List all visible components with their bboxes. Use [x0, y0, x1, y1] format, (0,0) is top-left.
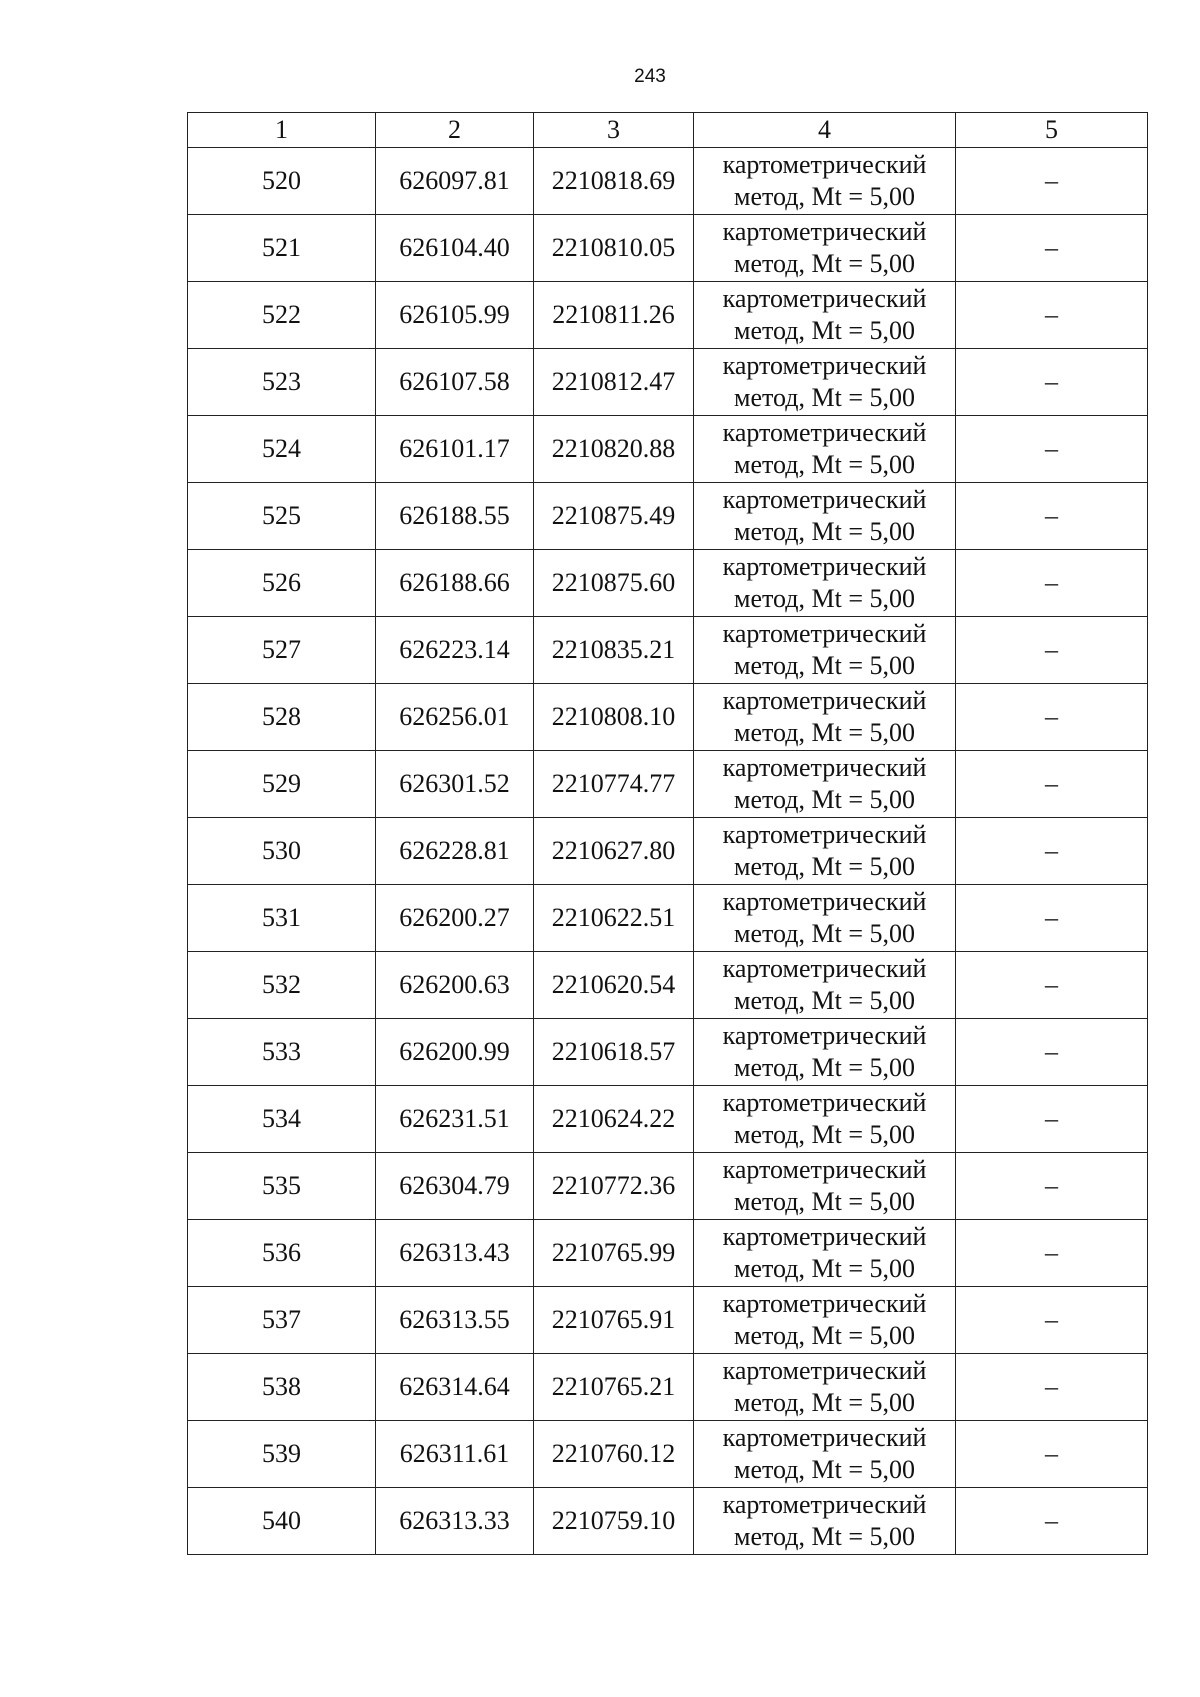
- method-line-2: метод, Mt = 5,00: [734, 182, 915, 211]
- table-row: [188, 1421, 1148, 1488]
- table-row: [188, 550, 1148, 617]
- point-number-cell: 529: [188, 751, 376, 818]
- note-cell: –: [956, 148, 1148, 215]
- y-coordinate-cell: 2210627.80: [534, 818, 694, 885]
- method-line-1: картометрический: [722, 954, 927, 983]
- point-number-cell: 537: [188, 1287, 376, 1354]
- table-row: [188, 885, 1148, 952]
- table-row: [188, 684, 1148, 751]
- y-coordinate-cell: 2210808.10: [534, 684, 694, 751]
- y-coordinate-cell: 2210618.57: [534, 1019, 694, 1086]
- method-cell: [694, 952, 956, 1019]
- table-row: [188, 215, 1148, 282]
- method-line-1: картометрический: [722, 485, 927, 514]
- method-cell: [694, 215, 956, 282]
- method-line-1: картометрический: [722, 1289, 927, 1318]
- method-line-2: метод, Mt = 5,00: [734, 651, 915, 680]
- y-coordinate-cell: 2210811.26: [534, 282, 694, 349]
- note-cell: –: [956, 349, 1148, 416]
- method-cell: [694, 416, 956, 483]
- x-coordinate-cell: 626097.81: [376, 148, 534, 215]
- method-line-1: картометрический: [722, 1356, 927, 1385]
- method-line-2: метод, Mt = 5,00: [734, 1254, 915, 1283]
- method-line-1: картометрический: [722, 887, 927, 916]
- x-coordinate-cell: 626107.58: [376, 349, 534, 416]
- method-line-2: метод, Mt = 5,00: [734, 919, 915, 948]
- note-cell: –: [956, 416, 1148, 483]
- header-col-1: 1: [188, 113, 376, 148]
- table-row: [188, 483, 1148, 550]
- method-line-1: картометрический: [722, 820, 927, 849]
- x-coordinate-cell: 626313.43: [376, 1220, 534, 1287]
- method-line-1: картометрический: [722, 619, 927, 648]
- table-row: [188, 1354, 1148, 1421]
- method-line-1: картометрический: [722, 351, 927, 380]
- method-cell: [694, 148, 956, 215]
- method-line-1: картометрический: [722, 1021, 927, 1050]
- point-number-cell: 535: [188, 1153, 376, 1220]
- method-line-1: картометрический: [722, 753, 927, 782]
- x-coordinate-cell: 626101.17: [376, 416, 534, 483]
- method-line-1: картометрический: [722, 150, 927, 179]
- point-number-cell: 532: [188, 952, 376, 1019]
- y-coordinate-cell: 2210759.10: [534, 1488, 694, 1555]
- point-number-cell: 523: [188, 349, 376, 416]
- y-coordinate-cell: 2210818.69: [534, 148, 694, 215]
- header-col-4: 4: [694, 113, 956, 148]
- y-coordinate-cell: 2210765.99: [534, 1220, 694, 1287]
- method-line-2: метод, Mt = 5,00: [734, 584, 915, 613]
- note-cell: –: [956, 215, 1148, 282]
- x-coordinate-cell: 626311.61: [376, 1421, 534, 1488]
- note-cell: –: [956, 684, 1148, 751]
- x-coordinate-cell: 626313.55: [376, 1287, 534, 1354]
- table-row: [188, 1086, 1148, 1153]
- table-row: [188, 1019, 1148, 1086]
- x-coordinate-cell: 626228.81: [376, 818, 534, 885]
- point-number-cell: 540: [188, 1488, 376, 1555]
- method-line-2: метод, Mt = 5,00: [734, 1455, 915, 1484]
- method-line-1: картометрический: [722, 284, 927, 313]
- coordinates-table: [187, 112, 1148, 1555]
- y-coordinate-cell: 2210760.12: [534, 1421, 694, 1488]
- note-cell: –: [956, 1488, 1148, 1555]
- method-line-2: метод, Mt = 5,00: [734, 450, 915, 479]
- note-cell: –: [956, 952, 1148, 1019]
- x-coordinate-cell: 626104.40: [376, 215, 534, 282]
- x-coordinate-cell: 626256.01: [376, 684, 534, 751]
- y-coordinate-cell: 2210620.54: [534, 952, 694, 1019]
- note-cell: –: [956, 818, 1148, 885]
- header-col-5: 5: [956, 113, 1148, 148]
- point-number-cell: 521: [188, 215, 376, 282]
- method-line-2: метод, Mt = 5,00: [734, 986, 915, 1015]
- y-coordinate-cell: 2210622.51: [534, 885, 694, 952]
- table-row: [188, 1488, 1148, 1555]
- method-line-1: картометрический: [722, 686, 927, 715]
- method-line-1: картометрический: [722, 1222, 927, 1251]
- method-line-2: метод, Mt = 5,00: [734, 1321, 915, 1350]
- method-cell: [694, 885, 956, 952]
- method-cell: [694, 550, 956, 617]
- method-line-2: метод, Mt = 5,00: [734, 1388, 915, 1417]
- table-row: [188, 818, 1148, 885]
- method-cell: [694, 1287, 956, 1354]
- note-cell: –: [956, 1421, 1148, 1488]
- header-col-2: 2: [376, 113, 534, 148]
- method-cell: [694, 1086, 956, 1153]
- y-coordinate-cell: 2210812.47: [534, 349, 694, 416]
- method-line-1: картометрический: [722, 1490, 927, 1519]
- method-cell: [694, 1019, 956, 1086]
- y-coordinate-cell: 2210875.60: [534, 550, 694, 617]
- x-coordinate-cell: 626304.79: [376, 1153, 534, 1220]
- table-row: [188, 349, 1148, 416]
- method-line-1: картометрический: [722, 1088, 927, 1117]
- note-cell: –: [956, 1086, 1148, 1153]
- method-cell: [694, 751, 956, 818]
- x-coordinate-cell: 626313.33: [376, 1488, 534, 1555]
- table-row: [188, 1287, 1148, 1354]
- point-number-cell: 530: [188, 818, 376, 885]
- note-cell: –: [956, 1153, 1148, 1220]
- method-line-2: метод, Mt = 5,00: [734, 718, 915, 747]
- header-row: [188, 113, 1148, 148]
- table-row: [188, 952, 1148, 1019]
- point-number-cell: 525: [188, 483, 376, 550]
- table-header: [188, 113, 1148, 148]
- note-cell: –: [956, 1354, 1148, 1421]
- method-line-1: картометрический: [722, 418, 927, 447]
- y-coordinate-cell: 2210774.77: [534, 751, 694, 818]
- x-coordinate-cell: 626188.66: [376, 550, 534, 617]
- y-coordinate-cell: 2210772.36: [534, 1153, 694, 1220]
- y-coordinate-cell: 2210765.21: [534, 1354, 694, 1421]
- table-row: [188, 617, 1148, 684]
- method-cell: [694, 617, 956, 684]
- y-coordinate-cell: 2210875.49: [534, 483, 694, 550]
- method-cell: [694, 349, 956, 416]
- x-coordinate-cell: 626200.27: [376, 885, 534, 952]
- note-cell: –: [956, 1019, 1148, 1086]
- method-line-2: метод, Mt = 5,00: [734, 383, 915, 412]
- method-line-2: метод, Mt = 5,00: [734, 249, 915, 278]
- note-cell: –: [956, 282, 1148, 349]
- method-cell: [694, 483, 956, 550]
- x-coordinate-cell: 626188.55: [376, 483, 534, 550]
- x-coordinate-cell: 626301.52: [376, 751, 534, 818]
- method-cell: [694, 1354, 956, 1421]
- point-number-cell: 531: [188, 885, 376, 952]
- method-line-1: картометрический: [722, 1155, 927, 1184]
- method-cell: [694, 1220, 956, 1287]
- method-cell: [694, 818, 956, 885]
- page-number: 243: [634, 66, 666, 87]
- x-coordinate-cell: 626223.14: [376, 617, 534, 684]
- method-line-2: метод, Mt = 5,00: [734, 1053, 915, 1082]
- x-coordinate-cell: 626314.64: [376, 1354, 534, 1421]
- x-coordinate-cell: 626200.99: [376, 1019, 534, 1086]
- note-cell: –: [956, 885, 1148, 952]
- method-line-2: метод, Mt = 5,00: [734, 316, 915, 345]
- point-number-cell: 538: [188, 1354, 376, 1421]
- note-cell: –: [956, 550, 1148, 617]
- method-line-2: метод, Mt = 5,00: [734, 852, 915, 881]
- point-number-cell: 522: [188, 282, 376, 349]
- table-row: [188, 1153, 1148, 1220]
- table-row: [188, 148, 1148, 215]
- method-cell: [694, 684, 956, 751]
- y-coordinate-cell: 2210810.05: [534, 215, 694, 282]
- note-cell: –: [956, 483, 1148, 550]
- table-row: [188, 751, 1148, 818]
- point-number-cell: 524: [188, 416, 376, 483]
- method-line-2: метод, Mt = 5,00: [734, 1522, 915, 1551]
- y-coordinate-cell: 2210624.22: [534, 1086, 694, 1153]
- point-number-cell: 536: [188, 1220, 376, 1287]
- method-line-2: метод, Mt = 5,00: [734, 1120, 915, 1149]
- note-cell: –: [956, 1287, 1148, 1354]
- point-number-cell: 528: [188, 684, 376, 751]
- note-cell: –: [956, 1220, 1148, 1287]
- method-line-1: картометрический: [722, 217, 927, 246]
- note-cell: –: [956, 617, 1148, 684]
- method-cell: [694, 1488, 956, 1555]
- point-number-cell: 526: [188, 550, 376, 617]
- y-coordinate-cell: 2210820.88: [534, 416, 694, 483]
- table-row: [188, 416, 1148, 483]
- method-cell: [694, 282, 956, 349]
- method-cell: [694, 1153, 956, 1220]
- method-line-2: метод, Mt = 5,00: [734, 517, 915, 546]
- x-coordinate-cell: 626231.51: [376, 1086, 534, 1153]
- point-number-cell: 533: [188, 1019, 376, 1086]
- point-number-cell: 527: [188, 617, 376, 684]
- method-line-2: метод, Mt = 5,00: [734, 1187, 915, 1216]
- y-coordinate-cell: 2210765.91: [534, 1287, 694, 1354]
- point-number-cell: 539: [188, 1421, 376, 1488]
- table-body: [188, 148, 1148, 1555]
- table-row: [188, 1220, 1148, 1287]
- table-row: [188, 282, 1148, 349]
- note-cell: –: [956, 751, 1148, 818]
- method-line-2: метод, Mt = 5,00: [734, 785, 915, 814]
- point-number-cell: 534: [188, 1086, 376, 1153]
- x-coordinate-cell: 626200.63: [376, 952, 534, 1019]
- method-line-1: картометрический: [722, 1423, 927, 1452]
- y-coordinate-cell: 2210835.21: [534, 617, 694, 684]
- header-col-3: 3: [534, 113, 694, 148]
- point-number-cell: 520: [188, 148, 376, 215]
- method-cell: [694, 1421, 956, 1488]
- x-coordinate-cell: 626105.99: [376, 282, 534, 349]
- method-line-1: картометрический: [722, 552, 927, 581]
